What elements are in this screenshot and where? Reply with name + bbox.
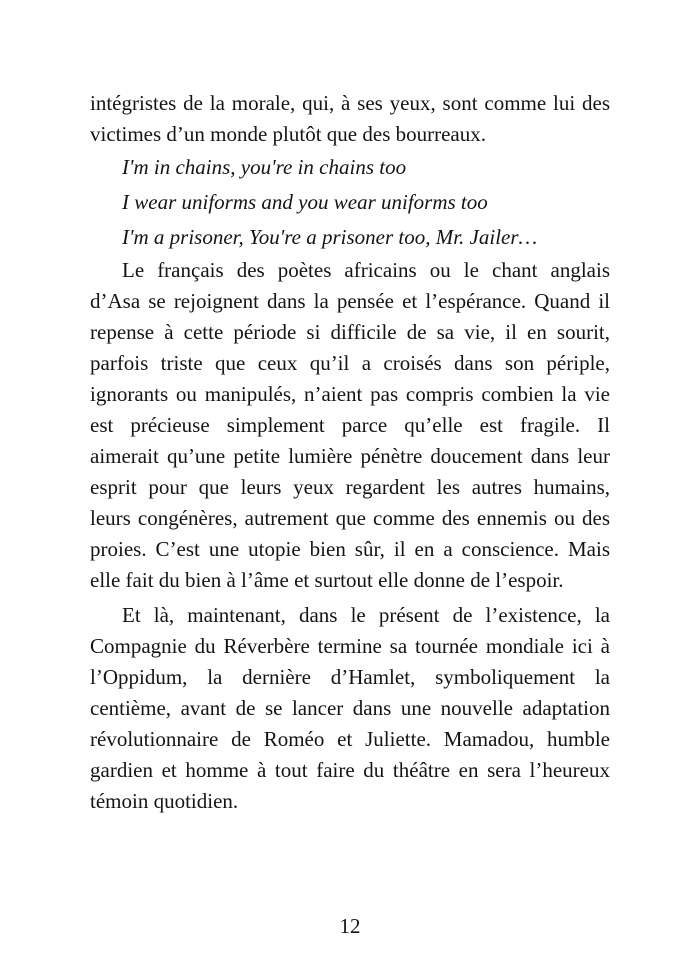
text-line: leurs congénères, autrement que comme des ennemis ou des [90, 506, 610, 530]
text-line: repense à cette période si difficile de sa vie, il en sourit, [90, 320, 610, 344]
text-line: victimes d’un monde plutôt que des bourreaux. [90, 122, 486, 146]
text-line: aimerait qu’une petite lumière pénètre doucement dans leur [90, 444, 610, 468]
intro-paragraph [90, 88, 610, 150]
text-line: témoin quotidien. [90, 789, 239, 813]
paragraph-present [90, 600, 610, 817]
text-line: est précieuse simplement parce qu’elle est fragile. Il [90, 413, 610, 437]
text-line: Et là, maintenant, dans le présent de l’existence, la [122, 603, 610, 627]
text-line: révolutionnaire de Roméo et Juliette. Mamadou, humble [90, 727, 610, 751]
text-line: esprit pour que leurs yeux regardent les autres humains, [90, 475, 610, 499]
text-line: elle fait du bien à l’âme et surtout elle donne de l’espoir. [90, 568, 564, 592]
text-line: Le français des poètes africains ou le chant anglais [122, 258, 610, 282]
page-body [90, 88, 610, 817]
text-line: d’Asa se rejoignent dans la pensée et l’espérance. Quand il [90, 289, 610, 313]
text-line: intégristes de la morale, qui, à ses yeux, sont comme lui des [90, 91, 610, 115]
lyric-line: I'm a prisoner, You're a prisoner too, Mr. Jailer… [122, 225, 538, 249]
text-line: parfois triste que ceux qu’il a croisés dans son périple, [90, 351, 610, 375]
lyric-line: I wear uniforms and you wear uniforms too [122, 190, 488, 214]
text-line: Compagnie du Réverbère termine sa tournée mondiale ici à [90, 634, 610, 658]
paragraph-reflection [90, 255, 610, 596]
page-number: 12 [339, 914, 361, 938]
text-line: gardien et homme à tout faire du théâtre en sera l’heureux [90, 758, 610, 782]
text-line: ignorants ou manipulés, n’aient pas compris combien la vie [90, 382, 610, 406]
text-line: proies. C’est une utopie bien sûr, il en a conscience. Mais [90, 537, 610, 561]
text-line: l’Oppidum, la dernière d’Hamlet, symboliquement la [90, 665, 610, 689]
song-lyrics [90, 150, 610, 255]
text-line: centième, avant de se lancer dans une nouvelle adaptation [90, 696, 610, 720]
lyric-line: I'm in chains, you're in chains too [122, 155, 407, 179]
